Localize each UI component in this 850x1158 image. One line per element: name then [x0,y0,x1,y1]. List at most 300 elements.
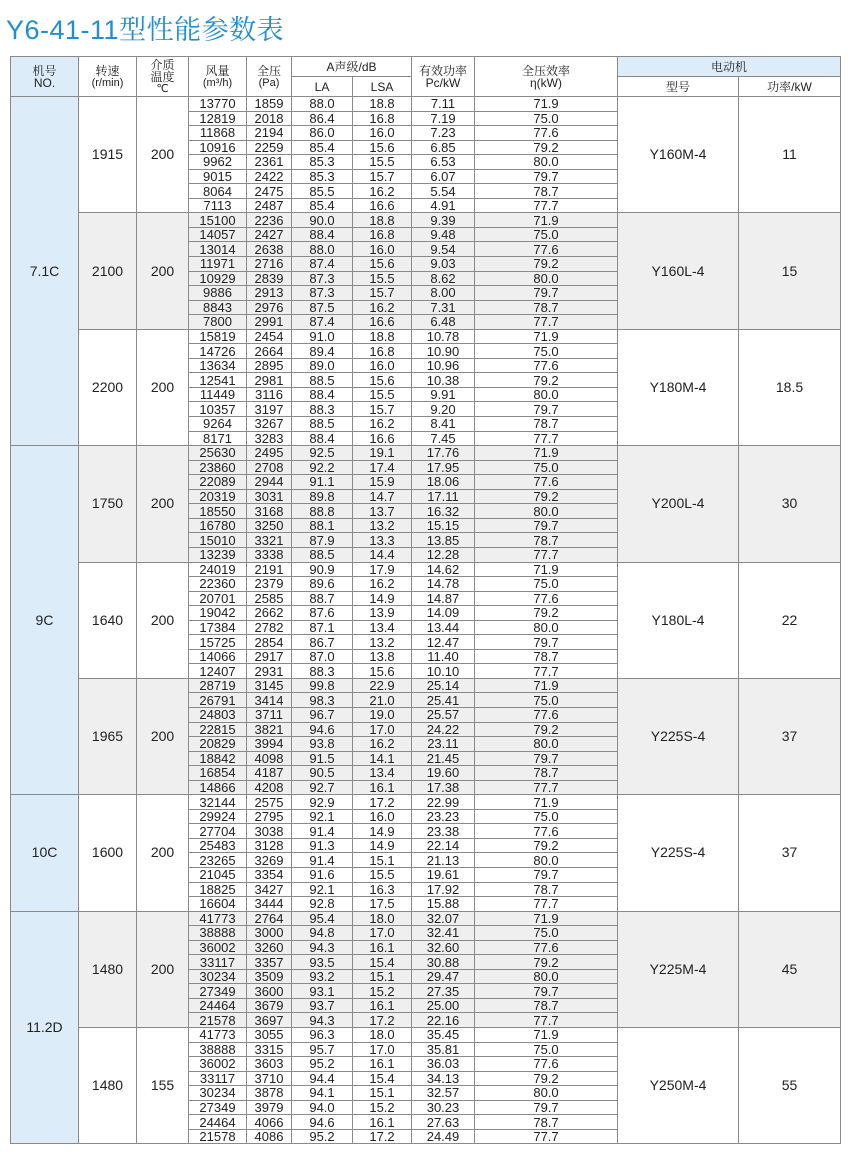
la-cell: 87.4 [292,315,353,330]
speed-cell: 1915 [79,97,137,213]
pressure-cell: 3697 [247,1013,292,1028]
col-header-speed-label: 转速 [95,63,120,78]
eff-cell: 80.0 [475,853,618,868]
lsa-cell: 19.1 [353,446,412,461]
eff-cell: 77.6 [475,475,618,490]
lsa-cell: 18.8 [353,97,412,112]
la-cell: 96.3 [292,1028,353,1043]
table-row [11,795,841,810]
power-cell: 12.47 [412,635,475,650]
flow-cell: 38888 [189,1042,247,1057]
power-cell: 10.90 [412,344,475,359]
eff-cell: 77.7 [475,664,618,679]
flow-cell: 10916 [189,140,247,155]
col-header-lsa: LSA [353,77,412,97]
power-cell: 21.13 [412,853,475,868]
power-cell: 27.63 [412,1115,475,1130]
pressure-cell: 2664 [247,344,292,359]
la-cell: 99.8 [292,678,353,693]
power-cell: 22.14 [412,838,475,853]
motor-model-cell: Y250M-4 [618,1028,739,1144]
flow-cell: 8171 [189,431,247,446]
power-cell: 35.45 [412,1028,475,1043]
power-cell: 11.40 [412,649,475,664]
eff-cell: 71.9 [475,795,618,810]
flow-cell: 21578 [189,1129,247,1144]
flow-cell: 21578 [189,1013,247,1028]
flow-cell: 15010 [189,533,247,548]
lsa-cell: 15.7 [353,169,412,184]
lsa-cell: 16.8 [353,344,412,359]
eff-cell: 75.0 [475,460,618,475]
pressure-cell: 3357 [247,955,292,970]
flow-cell: 28719 [189,678,247,693]
power-cell: 6.48 [412,315,475,330]
la-cell: 89.6 [292,577,353,592]
pressure-cell: 2361 [247,155,292,170]
eff-cell: 71.9 [475,911,618,926]
eff-cell: 71.9 [475,446,618,461]
flow-cell: 9962 [189,155,247,170]
power-cell: 6.53 [412,155,475,170]
pressure-cell: 2487 [247,198,292,213]
flow-cell: 30234 [189,969,247,984]
flow-cell: 41773 [189,911,247,926]
lsa-cell: 16.0 [353,358,412,373]
eff-cell: 78.7 [475,1115,618,1130]
lsa-cell: 15.5 [353,867,412,882]
la-cell: 93.1 [292,984,353,999]
la-cell: 88.4 [292,387,353,402]
pressure-cell: 2931 [247,664,292,679]
lsa-cell: 13.7 [353,504,412,519]
la-cell: 87.6 [292,606,353,621]
la-cell: 92.1 [292,882,353,897]
pressure-cell: 2236 [247,213,292,228]
temp-cell: 200 [137,97,189,213]
lsa-cell: 15.5 [353,387,412,402]
eff-cell: 79.2 [475,955,618,970]
la-cell: 88.0 [292,242,353,257]
col-header-eff-unit: η(kW) [530,75,562,90]
lsa-cell: 14.9 [353,591,412,606]
pressure-cell: 3128 [247,838,292,853]
eff-cell: 78.7 [475,184,618,199]
lsa-cell: 15.7 [353,286,412,301]
eff-cell: 79.7 [475,518,618,533]
power-cell: 10.38 [412,373,475,388]
lsa-cell: 15.9 [353,475,412,490]
speed-cell: 1750 [79,446,137,562]
eff-cell: 77.6 [475,242,618,257]
la-cell: 91.0 [292,329,353,344]
flow-cell: 41773 [189,1028,247,1043]
power-cell: 30.23 [412,1100,475,1115]
table-row [11,213,841,228]
temp-cell: 200 [137,678,189,794]
performance-table [10,56,841,1144]
eff-cell: 77.7 [475,897,618,912]
col-header-la: LA [292,77,353,97]
eff-cell: 79.2 [475,489,618,504]
la-cell: 87.9 [292,533,353,548]
col-header-pressure-label: 全压 [256,63,281,78]
col-header-pressure-unit: (Pa) [258,76,280,89]
pressure-cell: 2194 [247,126,292,141]
power-cell: 23.11 [412,737,475,752]
eff-cell: 79.7 [475,635,618,650]
power-cell: 7.31 [412,300,475,315]
power-cell: 32.60 [412,940,475,955]
machine-no-cell: 7.1C [11,97,79,446]
power-cell: 24.49 [412,1129,475,1144]
la-cell: 92.1 [292,809,353,824]
eff-cell: 80.0 [475,620,618,635]
lsa-cell: 15.7 [353,402,412,417]
motor-power-cell: 11 [739,97,841,213]
pressure-cell: 4208 [247,780,292,795]
power-cell: 10.10 [412,664,475,679]
la-cell: 85.5 [292,184,353,199]
la-cell: 95.2 [292,1129,353,1144]
pressure-cell: 2475 [247,184,292,199]
lsa-cell: 15.1 [353,1086,412,1101]
eff-cell: 75.0 [475,693,618,708]
eff-cell: 80.0 [475,969,618,984]
la-cell: 98.3 [292,693,353,708]
flow-cell: 18825 [189,882,247,897]
eff-cell: 71.9 [475,562,618,577]
flow-cell: 14866 [189,780,247,795]
lsa-cell: 13.8 [353,649,412,664]
lsa-cell: 18.8 [353,213,412,228]
lsa-cell: 17.5 [353,897,412,912]
pressure-cell: 1859 [247,97,292,112]
motor-power-cell: 30 [739,446,841,562]
la-cell: 96.7 [292,707,353,722]
pressure-cell: 3711 [247,707,292,722]
page-title: Y6-41-11型性能参数表 [6,15,285,45]
la-cell: 91.1 [292,475,353,490]
lsa-cell: 13.2 [353,635,412,650]
flow-cell: 22815 [189,722,247,737]
performance-table-wrapper [10,56,841,1144]
lsa-cell: 16.2 [353,184,412,199]
pressure-cell: 3603 [247,1057,292,1072]
power-cell: 13.85 [412,533,475,548]
flow-cell: 20319 [189,489,247,504]
machine-no-cell: 11.2D [11,911,79,1144]
flow-cell: 27349 [189,984,247,999]
pressure-cell: 3600 [247,984,292,999]
pressure-cell: 3994 [247,737,292,752]
la-cell: 94.1 [292,1086,353,1101]
power-cell: 25.14 [412,678,475,693]
pressure-cell: 2795 [247,809,292,824]
eff-cell: 71.9 [475,213,618,228]
flow-cell: 7800 [189,315,247,330]
speed-cell: 1965 [79,678,137,794]
machine-no-cell: 9C [11,446,79,795]
eff-cell: 79.2 [475,373,618,388]
lsa-cell: 15.6 [353,664,412,679]
flow-cell: 13239 [189,547,247,562]
pressure-cell: 3055 [247,1028,292,1043]
pressure-cell: 2191 [247,562,292,577]
la-cell: 92.2 [292,460,353,475]
col-header-no [11,57,79,97]
lsa-cell: 16.2 [353,737,412,752]
pressure-cell: 3269 [247,853,292,868]
eff-cell: 77.7 [475,198,618,213]
lsa-cell: 15.6 [353,257,412,272]
power-cell: 30.88 [412,955,475,970]
lsa-cell: 17.0 [353,722,412,737]
flow-cell: 24019 [189,562,247,577]
lsa-cell: 16.2 [353,577,412,592]
lsa-cell: 18.0 [353,1028,412,1043]
power-cell: 32.57 [412,1086,475,1101]
eff-cell: 78.7 [475,649,618,664]
pressure-cell: 3168 [247,504,292,519]
lsa-cell: 16.1 [353,780,412,795]
eff-cell: 80.0 [475,737,618,752]
flow-cell: 14726 [189,344,247,359]
lsa-cell: 16.1 [353,940,412,955]
eff-cell: 79.7 [475,286,618,301]
flow-cell: 23265 [189,853,247,868]
la-cell: 95.7 [292,1042,353,1057]
lsa-cell: 16.8 [353,227,412,242]
temp-cell: 200 [137,562,189,678]
motor-model-cell: Y180L-4 [618,562,739,678]
lsa-cell: 17.2 [353,1129,412,1144]
flow-cell: 24464 [189,1115,247,1130]
temp-cell: 200 [137,446,189,562]
la-cell: 88.1 [292,518,353,533]
pressure-cell: 3354 [247,867,292,882]
power-cell: 32.41 [412,926,475,941]
lsa-cell: 16.0 [353,809,412,824]
flow-cell: 20829 [189,737,247,752]
eff-cell: 80.0 [475,387,618,402]
eff-cell: 79.7 [475,402,618,417]
table-row [11,329,841,344]
lsa-cell: 19.0 [353,707,412,722]
lsa-cell: 17.2 [353,795,412,810]
lsa-cell: 16.6 [353,198,412,213]
pressure-cell: 3321 [247,533,292,548]
lsa-cell: 15.5 [353,271,412,286]
pressure-cell: 3145 [247,678,292,693]
eff-cell: 78.7 [475,300,618,315]
la-cell: 87.1 [292,620,353,635]
pressure-cell: 2018 [247,111,292,126]
col-header-no-cn: 机号 [32,63,57,78]
motor-model-cell: Y180M-4 [618,329,739,445]
table-row [11,97,841,112]
la-cell: 88.4 [292,431,353,446]
power-cell: 7.45 [412,431,475,446]
col-header-no-en: NO. [33,75,56,90]
pressure-cell: 3315 [247,1042,292,1057]
power-cell: 9.48 [412,227,475,242]
pressure-cell: 3260 [247,940,292,955]
table-body [11,97,841,1144]
pressure-cell: 3444 [247,897,292,912]
la-cell: 88.5 [292,547,353,562]
flow-cell: 11868 [189,126,247,141]
pressure-cell: 4086 [247,1129,292,1144]
la-cell: 94.6 [292,722,353,737]
speed-cell: 2100 [79,213,137,329]
eff-cell: 75.0 [475,344,618,359]
pressure-cell: 2991 [247,315,292,330]
pressure-cell: 2259 [247,140,292,155]
col-header-temp-unit: ℃ [156,82,169,95]
eff-cell: 75.0 [475,809,618,824]
la-cell: 95.2 [292,1057,353,1072]
la-cell: 89.8 [292,489,353,504]
la-cell: 88.8 [292,504,353,519]
flow-cell: 27349 [189,1100,247,1115]
power-cell: 34.13 [412,1071,475,1086]
power-cell: 9.03 [412,257,475,272]
motor-model-cell: Y225S-4 [618,678,739,794]
power-cell: 17.92 [412,882,475,897]
pressure-cell: 2638 [247,242,292,257]
eff-cell: 77.7 [475,780,618,795]
pressure-cell: 2708 [247,460,292,475]
flow-cell: 17384 [189,620,247,635]
power-cell: 7.19 [412,111,475,126]
pressure-cell: 3427 [247,882,292,897]
col-header-temp-line2: 温度 [150,69,175,84]
lsa-cell: 16.1 [353,998,412,1013]
power-cell: 14.09 [412,606,475,621]
motor-power-cell: 55 [739,1028,841,1144]
pressure-cell: 3979 [247,1100,292,1115]
flow-cell: 33117 [189,955,247,970]
lsa-cell: 14.9 [353,824,412,839]
power-cell: 19.61 [412,867,475,882]
eff-cell: 80.0 [475,155,618,170]
flow-cell: 9886 [189,286,247,301]
col-header-speed-unit: (r/min) [91,76,124,89]
lsa-cell: 18.8 [353,329,412,344]
temp-cell: 200 [137,911,189,1027]
la-cell: 93.8 [292,737,353,752]
eff-cell: 78.7 [475,998,618,1013]
lsa-cell: 22.9 [353,678,412,693]
eff-cell: 79.7 [475,867,618,882]
eff-cell: 78.7 [475,766,618,781]
eff-cell: 79.2 [475,1071,618,1086]
eff-cell: 78.7 [475,533,618,548]
lsa-cell: 17.0 [353,1042,412,1057]
lsa-cell: 21.0 [353,693,412,708]
eff-cell: 77.6 [475,707,618,722]
table-row [11,562,841,577]
power-cell: 16.32 [412,504,475,519]
speed-cell: 1480 [79,1028,137,1144]
la-cell: 91.4 [292,853,353,868]
lsa-cell: 13.2 [353,518,412,533]
la-cell: 94.3 [292,940,353,955]
power-cell: 22.16 [412,1013,475,1028]
lsa-cell: 17.0 [353,926,412,941]
flow-cell: 16854 [189,766,247,781]
power-cell: 14.78 [412,577,475,592]
power-cell: 25.57 [412,707,475,722]
la-cell: 91.4 [292,824,353,839]
eff-cell: 71.9 [475,1028,618,1043]
table-row [11,1028,841,1043]
pressure-cell: 2662 [247,606,292,621]
la-cell: 94.8 [292,926,353,941]
la-cell: 91.6 [292,867,353,882]
lsa-cell: 16.6 [353,315,412,330]
la-cell: 93.2 [292,969,353,984]
la-cell: 89.4 [292,344,353,359]
col-header-temp [137,57,189,97]
pressure-cell: 3031 [247,489,292,504]
power-cell: 8.41 [412,417,475,432]
lsa-cell: 17.9 [353,562,412,577]
pressure-cell: 2427 [247,227,292,242]
eff-cell: 79.7 [475,751,618,766]
pressure-cell: 2944 [247,475,292,490]
pressure-cell: 2854 [247,635,292,650]
power-cell: 19.60 [412,766,475,781]
eff-cell: 75.0 [475,926,618,941]
pressure-cell: 2454 [247,329,292,344]
col-header-eff [475,57,618,97]
flow-cell: 14057 [189,227,247,242]
pressure-cell: 4187 [247,766,292,781]
flow-cell: 13770 [189,97,247,112]
pressure-cell: 2976 [247,300,292,315]
flow-cell: 20701 [189,591,247,606]
lsa-cell: 16.3 [353,882,412,897]
power-cell: 25.00 [412,998,475,1013]
lsa-cell: 15.1 [353,969,412,984]
lsa-cell: 16.0 [353,242,412,257]
lsa-cell: 16.0 [353,126,412,141]
power-cell: 17.95 [412,460,475,475]
pressure-cell: 2575 [247,795,292,810]
power-cell: 25.41 [412,693,475,708]
flow-cell: 29924 [189,809,247,824]
la-cell: 92.8 [292,897,353,912]
power-cell: 9.39 [412,213,475,228]
power-cell: 7.23 [412,126,475,141]
flow-cell: 18842 [189,751,247,766]
lsa-cell: 15.4 [353,1071,412,1086]
col-header-power-label: 有效功率 [418,63,467,78]
la-cell: 90.5 [292,766,353,781]
la-cell: 85.3 [292,155,353,170]
power-cell: 9.91 [412,387,475,402]
pressure-cell: 3283 [247,431,292,446]
power-cell: 13.44 [412,620,475,635]
flow-cell: 10929 [189,271,247,286]
flow-cell: 9264 [189,417,247,432]
pressure-cell: 2839 [247,271,292,286]
power-cell: 17.38 [412,780,475,795]
la-cell: 91.5 [292,751,353,766]
flow-cell: 13014 [189,242,247,257]
